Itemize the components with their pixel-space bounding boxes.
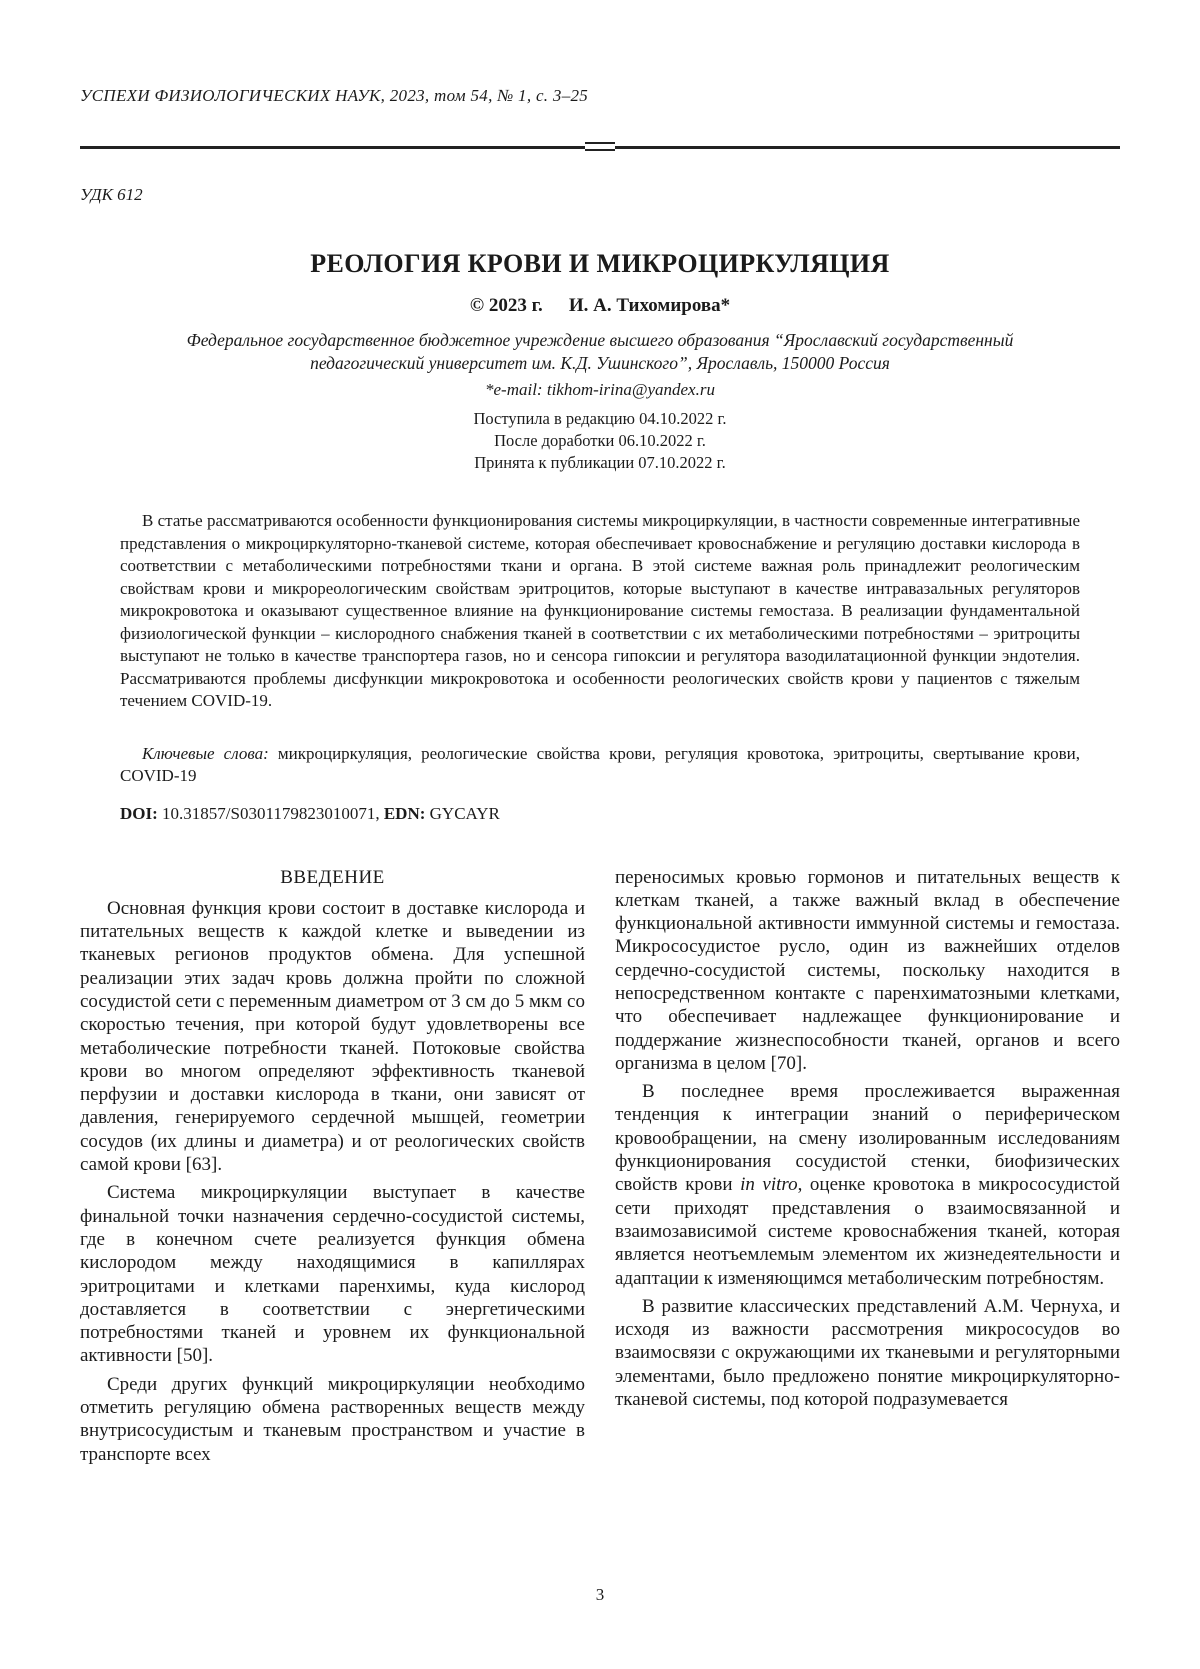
paragraph-text: В последнее время прослеживается выраженная тенденция к интеграции знаний о периферическом кровообращении, на смену изолированным исследованиям функционирования сосудистой стенки, биофизических свойств крови: [615, 1081, 1120, 1196]
right-column: [615, 866, 1120, 1466]
date-revised: После доработки 06.10.2022 г.: [494, 431, 706, 450]
date-accepted: Принята к публикации 07.10.2022 г.: [474, 453, 726, 472]
submission-dates: [80, 408, 1120, 474]
affiliation: [80, 329, 1120, 375]
header-rule: [80, 146, 1120, 149]
doi-line: [120, 804, 1080, 824]
byline: [80, 295, 1120, 317]
body-columns: [80, 866, 1120, 1466]
body-paragraph: Основная функция крови состоит в доставке кислорода и питательных веществ к каждой клетке и выведении из тканевых регионов продуктов обмена. Для успешной реализации этих задач кровь должна пройти по сложной сосудистой сети с переменным диаметром от 3 см до 5 мкм со скоростью течения, при которой будут удовлетворены все метаболические потребности тканей. Потоковые свойства крови во многом определяют эффективность тканевой перфузии и доставки кислорода в ткани, они зависят от давления, генерируемого сердечной мышцей, геометрии сосудов (их длины и диаметра) и от реологических свойств самой крови [63].: [80, 897, 585, 1176]
body-paragraph: переносимых кровью гормонов и питательных веществ к клеткам тканей, а также важный вклад в обеспечение функциональной активности иммунной системы и гемостаза. Микрососудистое русло, один из важнейших отделов сердечно-сосудистой системы, поскольку находится в непосредственном контакте с паренхиматозными клетками, что обеспечивает надлежащее функционирование и поддержание жизнеспособности тканей, органов и всего организма в целом [70].: [615, 866, 1120, 1074]
author-email: *e-mail: tikhom-irina@yandex.ru: [485, 380, 715, 399]
copyright-year: © 2023 г.: [469, 295, 543, 316]
body-paragraph: Система микроциркуляции выступает в качестве финальной точки назначения сердечно-сосудистой системы, где в конечном счете реализуется функция обмена кислородом между находящимися в капиллярах эритроцитами и клетками паренхимы, куда кислород доставляется в соответствии с энергетическими потребностями тканей и уровнем их функциональной активности [50].: [80, 1182, 585, 1367]
article-title: РЕОЛОГИЯ КРОВИ И МИКРОЦИРКУЛЯЦИЯ: [310, 249, 890, 278]
affiliation-line-2: педагогический университет им. К.Д. Ушинского”, Ярославль, 150000 Россия: [310, 353, 890, 373]
body-paragraph: В развитие классических представлений А.М. Чернуха, и исходя из важности рассмотрения микрососудов во взаимосвязи с окружающими их тканевыми и регуляторными элементами, было предложено понятие микроциркуляторно-тканевой системы, под которой подразумевается: [615, 1295, 1120, 1411]
edn-label: EDN:: [383, 803, 426, 823]
page-number: 3: [595, 1585, 605, 1604]
keywords-label: Ключевые слова:: [142, 743, 269, 763]
body-paragraph: Среди других функций микроциркуляции необходимо отметить регуляцию обмена растворенных веществ между внутрисосудистым и тканевым пространством и участие в транспорте всех: [80, 1373, 585, 1465]
udk-code: УДК 612: [80, 185, 143, 204]
author-name: И. А. Тихомирова*: [568, 295, 731, 316]
left-column: [80, 866, 585, 1466]
edn-value: GYCAYR: [425, 803, 500, 823]
journal-running-head: УСПЕХИ ФИЗИОЛОГИЧЕСКИХ НАУК, 2023, том 54, № 1, с. 3–25: [80, 86, 589, 105]
keywords-line: [120, 743, 1080, 788]
doi-value: 10.31857/S0301179823010071,: [157, 803, 384, 823]
abstract-text: В статье рассматриваются особенности функционирования системы микроциркуляции, в частности современные интегративные представления о микроциркуляторно-тканевой системе, которая обеспечивает кровоснабжение и регуляцию доставки кислорода в соответствии с метаболическими потребностями ткани и органа. В этой системе важная роль принадлежит реологическим свойствам крови и микрореологическим свойствам эритроцитов, которые выступают в качестве интравазальных регуляторов микрокровотока и оказывают существенное влияние на функционирование системы гемостаза. В реализации фундаментальной физиологической функции – кислородного снабжения тканей в соответствии с их метаболическими потребностями – эритроциты выступают не только в качестве транспортера газов, но и сенсора гипоксии и регулятора вазодилатационной функции эндотелия. Рассматриваются проблемы дисфункции микрокровотока и особенности реологических свойств крови у пациентов с тяжелым течением COVID-19.: [120, 511, 1080, 710]
date-received: Поступила в редакцию 04.10.2022 г.: [473, 409, 727, 428]
doi-label: DOI:: [120, 803, 158, 823]
paragraph-text: , оценке кровотока в микрососудистой сети приходят представления о взаимосвязанной и взаимозависимой системе кровоснабжения тканей, которая является неотъемлемым элементом их жизнедеятельности и адаптации к изменяющимся метаболическим потребностям.: [615, 1174, 1120, 1289]
rule-center-mark: [585, 142, 615, 151]
affiliation-line-1: Федеральное государственное бюджетное учреждение высшего образования “Ярославский государственный: [186, 330, 1014, 350]
keywords-text: микроциркуляция, реологические свойства крови, регуляция кровотока, эритроциты, свертывание крови, COVID-19: [120, 743, 1080, 785]
body-paragraph: [615, 1080, 1120, 1290]
section-heading-introduction: ВВЕДЕНИЕ: [280, 866, 385, 888]
latin-term: in vitro: [740, 1174, 798, 1196]
